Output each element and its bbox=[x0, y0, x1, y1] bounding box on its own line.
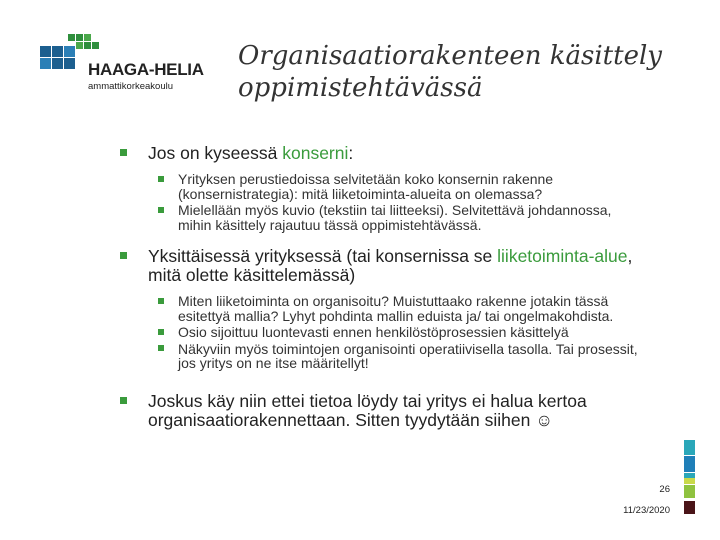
side-square-2 bbox=[684, 456, 695, 472]
square-bullet-icon bbox=[158, 298, 164, 304]
slide-title-line1: Organisaatiorakenteen käsittely bbox=[238, 41, 662, 71]
logo-subtitle: ammattikorkeakoulu bbox=[88, 81, 174, 92]
side-square-4 bbox=[684, 478, 695, 484]
bullet-3-text: Joskus käy niin ettei tietoa löydy tai yritys ei halua kertoa organisaatiorakennettaan. Sitten tyydytään siihen ☺ bbox=[148, 390, 587, 430]
sub-bullet-text: Yrityksen perustiedoissa selvitetään koko konsernin rakenne (konsernistrategia): mitä liiketoiminta-alueita on olemassa? bbox=[178, 171, 554, 202]
page-number: 26 bbox=[659, 484, 670, 495]
side-square-1 bbox=[684, 440, 695, 455]
sub-bullet-text: Mielellään myös kuvio (tekstiin tai liitteeksi). Selvitettävä johdannossa, mihin käsittely rajautuu tässä oppimistehtävässä. bbox=[178, 202, 612, 233]
slide-title bbox=[238, 40, 708, 104]
bullet-1-text-pre: Jos on kyseessä bbox=[148, 143, 283, 163]
square-bullet-icon bbox=[120, 252, 127, 259]
side-square-6 bbox=[684, 501, 695, 514]
square-bullet-icon bbox=[158, 207, 164, 213]
slide-date: 11/23/2020 bbox=[623, 505, 670, 516]
square-bullet-icon bbox=[158, 345, 164, 351]
square-bullet-icon bbox=[158, 176, 164, 182]
square-bullet-icon bbox=[158, 329, 164, 335]
slide-content bbox=[118, 144, 648, 430]
bullet-2-text-pre: Yksittäisessä yrityksessä (tai konsernissa se bbox=[148, 246, 498, 266]
bullet-2 bbox=[118, 247, 648, 285]
sub-bullet-text: Osio sijoittuu luontevasti ennen henkilöstöprosessien käsittelyä bbox=[178, 324, 569, 340]
sub-bullet-1-1 bbox=[118, 172, 648, 201]
bullet-2-text-post: , mitä olette käsittelemässä) bbox=[148, 246, 633, 285]
bullet-1-text-post: : bbox=[348, 143, 354, 163]
sub-bullet-2-3 bbox=[118, 342, 648, 371]
square-bullet-icon bbox=[120, 149, 127, 156]
bullet-1 bbox=[118, 144, 648, 163]
side-square-5 bbox=[684, 485, 695, 498]
bullet-2-highlight: liiketoiminta-alue bbox=[497, 246, 628, 266]
logo-name: HAAGA-HELIA bbox=[88, 60, 204, 79]
slide-title-line2: oppimistehtävässä bbox=[238, 73, 483, 103]
square-bullet-icon bbox=[120, 397, 127, 404]
sub-bullet-2-2 bbox=[118, 325, 648, 340]
haaga-helia-logo bbox=[40, 34, 204, 94]
bullet-3 bbox=[118, 392, 648, 430]
sub-bullet-text: Näkyviin myös toimintojen organisointi operatiivisella tasolla. Tai prosessit, jos yritys on ne itse määritellyt! bbox=[178, 340, 638, 371]
sub-bullet-1-2 bbox=[118, 203, 648, 232]
sub-bullet-2-1 bbox=[118, 294, 648, 323]
sub-bullet-text: Miten liiketoiminta on organisoitu? Muistuttaako rakenne jotakin tässä esitettyä mallia? Lyhyt pohdinta mallin eduista ja/ tai ongelmakohdista. bbox=[178, 293, 614, 324]
bullet-1-highlight: konserni bbox=[282, 143, 349, 163]
